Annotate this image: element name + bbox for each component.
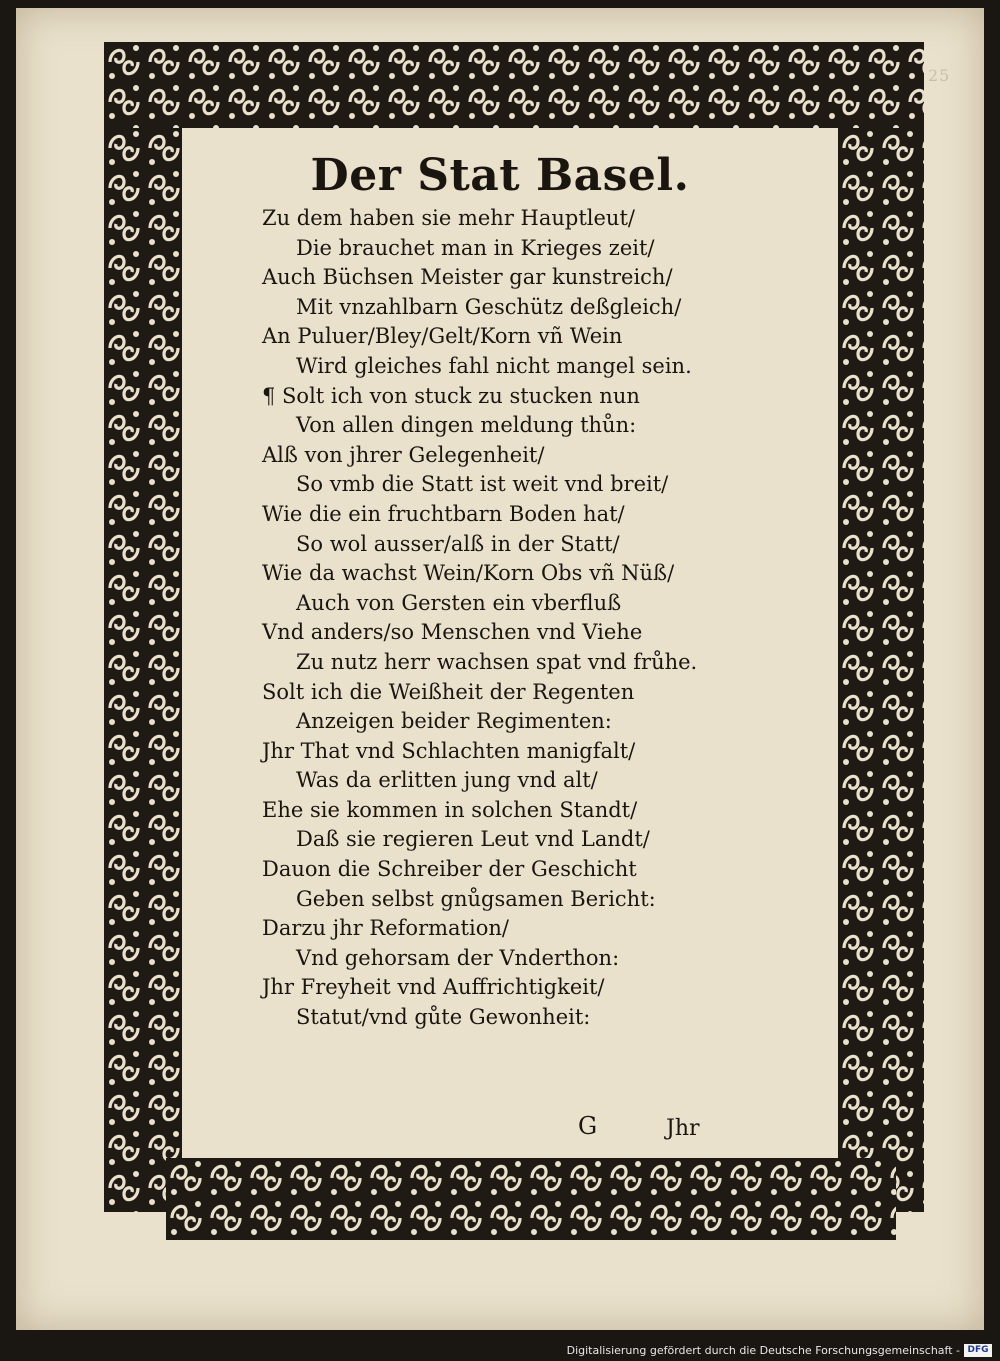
verse-line: Auch von Gersten ein vberfluß [296,590,622,615]
ornamental-border-right [838,128,924,1212]
ornamental-border-top [104,42,924,128]
verse-line: Dauon die Schreiber der Geschicht [262,857,637,882]
verse-line: Solt ich die Weißheit der Regenten [262,679,635,704]
verse-line: So wol ausser/alß in der Statt/ [296,531,620,556]
dfg-logo: DFG [964,1344,992,1357]
verse-line: Darzu jhr Reformation/ [262,916,509,941]
ornament-pattern [104,42,924,128]
verse-line: Zu nutz herr wachsen spat vnd frůhe. [296,649,698,674]
verse-line: Anzeigen beider Regimenten: [296,709,612,734]
verse-line: Wie die ein fruchtbarn Boden hat/ [262,501,625,526]
verse-line: Vnd anders/so Menschen vnd Viehe [262,620,643,645]
verse-line: Mit vnzahlbarn Geschütz deßgleich/ [296,294,682,319]
verse-line: Die brauchet man in Krieges zeit/ [296,235,655,260]
verse-line: Alß von jhrer Gelegenheit/ [262,442,545,467]
verse-block [262,204,822,1033]
verse-line: Ehe sie kommen in solchen Standt/ [262,797,638,822]
verse-line: Von allen dingen meldung thůn: [296,413,637,438]
verse-line: Was da erlitten jung vnd alt/ [296,768,598,793]
verse-line: ¶ Solt ich von stuck zu stucken nun [262,383,640,408]
ornamental-border-left [104,128,182,1212]
verse-line: Jhr Freyheit vnd Auffrichtigkeit/ [262,975,605,1000]
verse-line: Daß sie regieren Leut vnd Landt/ [296,827,650,852]
verse-line: Wird gleiches fahl nicht mangel sein. [296,353,692,378]
page-number: 25 [928,66,951,85]
ornamental-border-bottom [166,1158,896,1240]
verse-line: Statut/vnd gůte Gewonheit: [296,1005,591,1030]
verse-line: Jhr That vnd Schlachten manigfalt/ [262,738,636,763]
verse-line: Wie da wachst Wein/Korn Obs vñ Nüß/ [262,561,675,586]
funding-text: Digitalisierung gefördert durch die Deutsche Forschungsgemeinschaft - [566,1344,960,1357]
funding-footer [0,1340,1000,1361]
signature-mark: G [578,1112,598,1140]
verse-line: Geben selbst gnůgsamen Bericht: [296,886,656,911]
verse-line: An Puluer/Bley/Gelt/Korn vñ Wein [262,324,623,349]
verse-line: Vnd gehorsam der Vnderthon: [296,945,620,970]
verse-line: Auch Büchsen Meister gar kunstreich/ [262,265,673,290]
verse-line: So vmb die Statt ist weit vnd breit/ [296,472,669,497]
verse-line: Zu dem haben sie mehr Hauptleut/ [262,206,635,230]
page-title: Der Stat Basel. [310,150,690,201]
catchword: Jhr [666,1116,700,1141]
